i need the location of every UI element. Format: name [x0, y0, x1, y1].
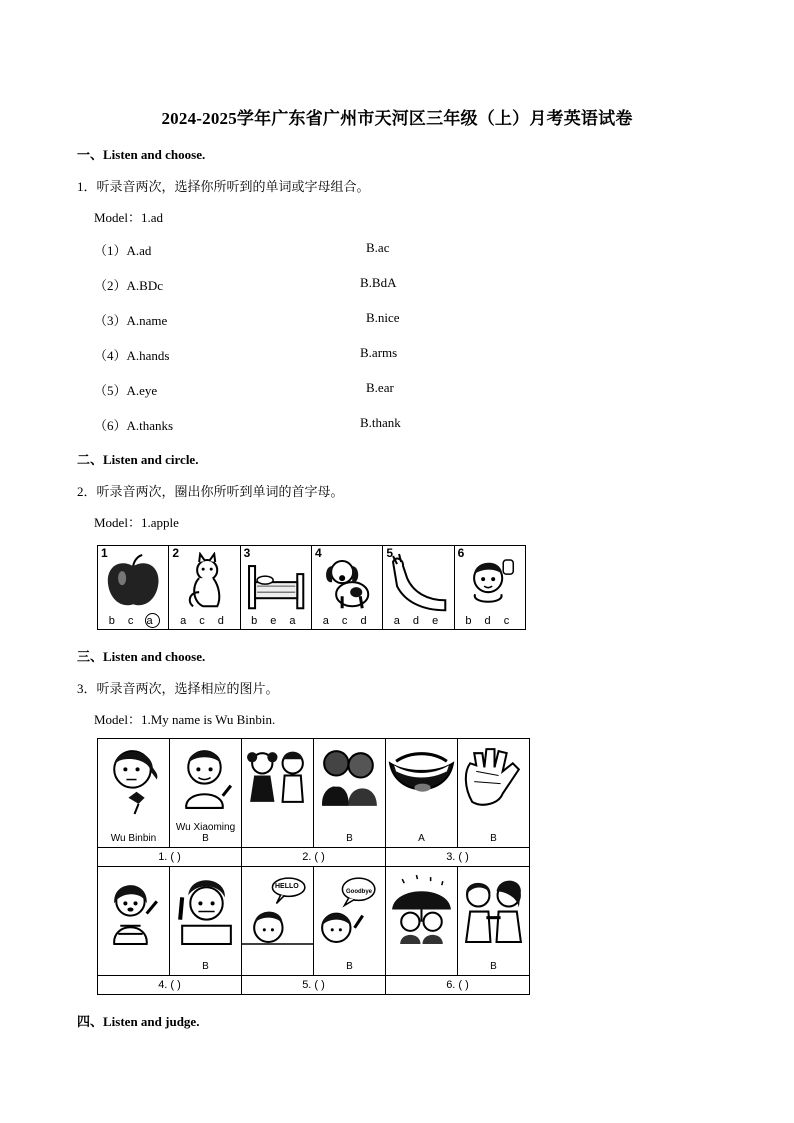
option-letter: B [490, 833, 497, 844]
girl-icon [98, 873, 169, 954]
picture-caption: Wu Xiaoming [175, 822, 236, 833]
picture-caption: Wu Binbin [110, 833, 157, 844]
boy-bird-icon [98, 741, 169, 822]
strip-cell-3: 3 b e a [241, 546, 312, 629]
option-a[interactable]: A.thanks [126, 418, 174, 433]
option-letter: B [346, 833, 353, 844]
letter-choices[interactable]: a c d [322, 615, 372, 627]
option-row-5: （5）A.eye [94, 383, 158, 398]
answer-row-1 [98, 847, 529, 867]
bed-icon [241, 552, 311, 612]
letter-choices[interactable]: b c a [108, 615, 158, 627]
grid-cell[interactable] [458, 739, 529, 847]
letter-choices[interactable]: a c d [180, 615, 229, 627]
option-row-4: （4）A.hands [94, 348, 170, 363]
grid-cell[interactable] [98, 867, 170, 975]
option-letter: A [418, 833, 425, 844]
boy-icon [170, 741, 241, 822]
section2-model: Model：1.apple [94, 515, 179, 530]
option-a[interactable]: A.eye [126, 383, 158, 398]
option-a[interactable]: A.BDc [126, 278, 163, 293]
option-a[interactable]: A.hands [126, 348, 170, 363]
section3-heading: 三、Listen and choose. [77, 649, 206, 664]
section2-question: 2．听录音两次，圈出你所听到单词的首字母。 [77, 484, 344, 499]
answer-slot-2[interactable]: 2. ( ) [242, 848, 386, 866]
grid-cell[interactable] [98, 739, 170, 847]
option-b[interactable]: B.ac [366, 240, 390, 255]
section1-model: Model：1.ad [94, 210, 163, 225]
umbrella-icon [386, 871, 457, 952]
section2-heading: 二、Listen and circle. [77, 452, 199, 467]
option-row-1: （1）A.ad [94, 243, 152, 258]
option-a[interactable]: A.ad [126, 243, 152, 258]
grid-cell[interactable] [314, 739, 386, 847]
option-b[interactable]: B.BdA [360, 275, 397, 290]
answer-slot-1[interactable]: 1. ( ) [98, 848, 242, 866]
grid-cell[interactable] [170, 867, 242, 975]
two-kids-icon [242, 741, 313, 822]
option-b[interactable]: B.ear [366, 380, 394, 395]
grid-cell[interactable] [170, 739, 242, 847]
answer-row-2 [98, 975, 529, 994]
option-b[interactable]: B.arms [360, 345, 398, 360]
strip-cell-4: 4 a c d [312, 546, 383, 629]
grid-cell[interactable] [386, 739, 458, 847]
option-letter: B [346, 961, 353, 972]
option-a[interactable]: A.name [126, 313, 168, 328]
option-row-6: （6）A.thanks [94, 418, 174, 433]
option-row-2: （2）A.BDc [94, 278, 163, 293]
section3-model: Model：1.My name is Wu Binbin. [94, 712, 276, 727]
section1-heading: 一、Listen and choose. [77, 147, 206, 162]
grid-row-2 [98, 867, 529, 975]
grid-cell[interactable] [386, 867, 458, 975]
hand-icon [458, 741, 529, 822]
dog-icon [312, 552, 382, 612]
man-icon [170, 873, 241, 954]
strip-cell-2: 2 a c d [169, 546, 240, 629]
option-b[interactable]: B.nice [366, 310, 400, 325]
section3-question: 3．听录音两次，选择相应的图片。 [77, 681, 279, 696]
answer-slot-3[interactable]: 3. ( ) [446, 851, 469, 863]
strip-cell-6: 6 b d c [455, 546, 525, 629]
friends-icon [458, 871, 529, 952]
option-letter: B [202, 833, 209, 844]
hug-icon [314, 741, 385, 822]
grid-cell[interactable] [242, 867, 314, 975]
goodbye-icon [314, 871, 385, 952]
picture-grid [97, 738, 530, 995]
apple-icon [98, 552, 168, 612]
option-letter: B [490, 961, 497, 972]
letter-choices[interactable]: b d c [465, 615, 515, 627]
option-b[interactable]: B.thank [360, 415, 401, 430]
strip-cell-1: 1 b c a [98, 546, 169, 629]
letter-choices[interactable]: a d e [393, 615, 444, 627]
speech-bubble-text: Goodbye [346, 889, 373, 895]
section1-question: 1．听录音两次，选择你所听到的单词或字母组合。 [77, 179, 370, 194]
circle-mark [145, 613, 160, 628]
answer-slot-5[interactable]: 5. ( ) [242, 976, 386, 994]
option-row-3: （3）A.name [94, 313, 168, 328]
strip-cell-5: 5 a d e [383, 546, 454, 629]
answer-slot-6[interactable]: 6. ( ) [446, 979, 469, 991]
option-letter: B [202, 961, 209, 972]
answer-slot-4[interactable]: 4. ( ) [98, 976, 242, 994]
grid-cell[interactable] [314, 867, 386, 975]
speech-bubble-text: HELLO [275, 883, 299, 890]
boy-icon [455, 552, 525, 612]
section4-heading: 四、Listen and judge. [77, 1014, 200, 1029]
grid-row-1 [98, 739, 529, 847]
cat-icon [169, 552, 239, 612]
grid-cell[interactable] [458, 867, 529, 975]
grid-cell[interactable] [242, 739, 314, 847]
page-title: 2024-2025学年广东省广州市天河区三年级（上）月考英语试卷 [161, 109, 633, 128]
arm-icon [383, 552, 453, 612]
mouth-icon [386, 741, 457, 822]
letter-choices[interactable]: b e a [251, 615, 301, 627]
picture-strip [97, 545, 526, 630]
